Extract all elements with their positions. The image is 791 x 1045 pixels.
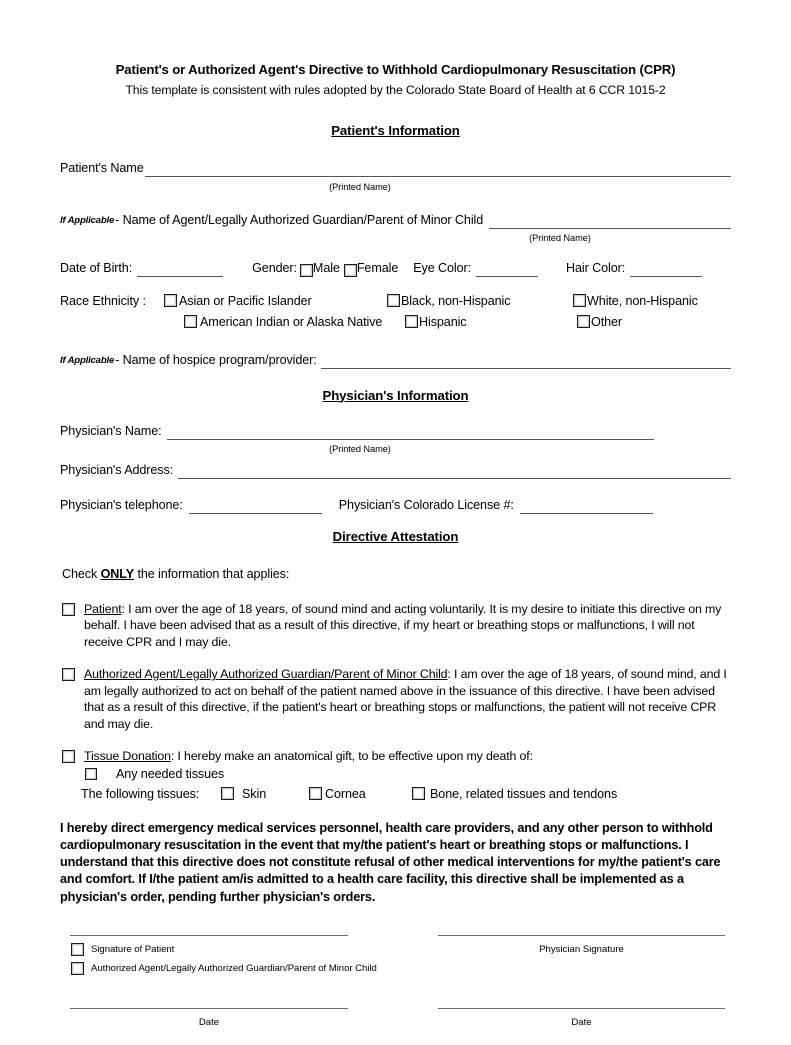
physician-license-label: Physician's Colorado License #: — [338, 497, 514, 512]
document-subtitle: This template is consistent with rules adopted by the Colorado State Board of Health at 6 CCR 1015-2 — [125, 82, 666, 97]
attestation-item-patient-label: Patient — [84, 601, 122, 616]
checkbox-signature-authorized-agent[interactable] — [71, 962, 84, 975]
attestation-item-authorized-agent — [60, 666, 731, 732]
instruction-pre-text: Check — [62, 566, 101, 581]
physician-address-input[interactable] — [178, 467, 731, 479]
attestation-item-tissue-donation-text — [84, 748, 533, 765]
patient-signature-line[interactable] — [70, 935, 348, 936]
document-title: Patient's or Authorized Agent's Directive to Withhold Cardiopulmonary Resuscitation (CPR) — [115, 62, 676, 77]
physician-telephone-input[interactable] — [189, 502, 322, 514]
directive-attestation-heading: Directive Attestation — [332, 528, 459, 544]
checkbox-attestation-authorized-agent[interactable] — [62, 668, 75, 681]
attestation-item-authorized-agent-text — [84, 666, 731, 732]
physician-date-line[interactable] — [438, 1008, 725, 1009]
attestation-item-authorized-agent-label: Authorized Agent/Legally Authorized Guardian/Parent of Minor Child — [84, 667, 448, 681]
instruction-post-text: the information that applies: — [134, 566, 290, 581]
directive-bold-paragraph: I hereby direct emergency medical services personnel, health care providers, and any other person to withhold cardiopulmonary resuscitation in the event that my/the patient's heart or breathing stops or malfunctions. I understand that this directive does not constitute refusal of other medical interventions for my/the patient's care and comfort. If I/the patient am/is admitted to a health care facility, this directive shall be implemented as a physician's order, pending further physician's orders. — [60, 820, 721, 904]
gender-male-label: Male — [312, 260, 340, 275]
physician-name-row — [60, 423, 731, 440]
patient-signature-label: Signature of Patient — [91, 943, 175, 955]
patient-information-heading: Patient's Information — [331, 122, 460, 138]
attestation-item-patient — [60, 601, 731, 651]
physician-date-label: Date — [571, 1016, 592, 1028]
checkbox-attestation-patient[interactable] — [62, 603, 75, 616]
race-option-label-0: Asian or Pacific Islander — [179, 293, 312, 308]
checkbox-race-white-non-hispanic[interactable] — [573, 294, 586, 307]
attestation-item-tissue-donation-label: Tissue Donation — [84, 749, 171, 763]
hospice-label: - Name of hospice program/provider: — [115, 352, 317, 367]
hair-color-input[interactable] — [630, 265, 702, 277]
checkbox-gender-male[interactable] — [300, 264, 313, 277]
race-option-label-5: Other — [591, 314, 622, 329]
race-option-label-2: Black, non-Hispanic — [401, 293, 511, 308]
checkbox-attestation-tissue-donation[interactable] — [62, 750, 75, 763]
race-option-label-4: White, non-Hispanic — [587, 293, 698, 308]
tissue-any-needed-label: Any needed tissues — [116, 766, 225, 781]
physician-name-input[interactable] — [167, 428, 654, 440]
agent-signature-label: Authorized Agent/Legally Authorized Guardian/Parent of Minor Child — [91, 962, 377, 974]
physician-license-input[interactable] — [520, 502, 653, 514]
physician-information-heading: Physician's Information — [322, 387, 469, 403]
checkbox-tissue-skin[interactable] — [221, 787, 234, 800]
physician-signature-label: Physician Signature — [539, 943, 624, 955]
gender-label: Gender: — [252, 260, 297, 275]
checkbox-signature-patient[interactable] — [71, 943, 84, 956]
tissue-options-block — [60, 766, 731, 806]
race-option-label-3: Hispanic — [419, 314, 467, 329]
instruction-only-emphasis: ONLY — [100, 566, 135, 581]
attestation-item-patient-text — [84, 601, 731, 651]
signature-block — [60, 935, 731, 1045]
race-ethnicity-label: Race Ethnicity : — [60, 293, 146, 308]
physician-name-label: Physician's Name: — [60, 423, 162, 438]
demographics-row — [60, 260, 731, 277]
hair-color-label: Hair Color: — [566, 260, 626, 275]
hospice-if-applicable-label: If Applicable — [60, 354, 115, 366]
checkbox-tissue-any-needed[interactable] — [85, 768, 97, 780]
tissue-option-label-2: Bone, related tissues and tendons — [430, 786, 618, 801]
checkbox-race-american-indian-alaska-native[interactable] — [184, 315, 197, 328]
checkbox-gender-female[interactable] — [344, 264, 357, 277]
physician-printed-name-caption: (Printed Name) — [329, 443, 391, 454]
tissue-option-label-1: Cornea — [325, 786, 366, 801]
attestation-instruction — [60, 566, 731, 583]
agent-name-input[interactable] — [489, 217, 731, 229]
patient-printed-name-caption: (Printed Name) — [329, 181, 391, 192]
checkbox-race-other[interactable] — [577, 315, 590, 328]
attestation-item-authorized-agent-body: : I am over the age of 18 years, of sound mind, and I am legally authorized to act on behalf of the patient named above in the issuance of this directive. I have been advised that as a result of this directive, if the patient's heart or breathing stops or malfunctions, the patient will not receive CPR and may die. — [84, 667, 727, 731]
hospice-input[interactable] — [321, 357, 731, 369]
race-option-label-1: American Indian or Alaska Native — [200, 314, 383, 329]
physician-contact-row — [60, 497, 731, 514]
gender-female-label: Female — [356, 260, 399, 275]
agent-if-applicable-label: If Applicable — [60, 214, 115, 226]
physician-signature-line[interactable] — [438, 935, 725, 936]
checkbox-race-asian-pacific-islander[interactable] — [164, 294, 177, 307]
dob-input[interactable] — [137, 265, 223, 277]
attestation-item-tissue-donation-body: : I hereby make an anatomical gift, to be effective upon my death of: — [170, 749, 533, 763]
physician-telephone-label: Physician's telephone: — [60, 497, 183, 512]
tissue-following-label: The following tissues: — [81, 786, 200, 801]
agent-name-label: - Name of Agent/Legally Authorized Guardian/Parent of Minor Child — [115, 212, 484, 227]
patient-name-row — [60, 160, 731, 177]
checkbox-race-hispanic[interactable] — [405, 315, 418, 328]
race-ethnicity-block — [60, 293, 731, 335]
attestation-item-patient-body: : I am over the age of 18 years, of sound mind and acting voluntarily. It is my desire to initiate this directive on my behalf. I have been advised that as a result of this directive, if my heart or breathing stops or malfunctions, I will not receive CPR and I may die. — [84, 601, 722, 649]
hospice-row — [60, 352, 731, 369]
patient-name-input[interactable] — [145, 165, 731, 177]
physician-address-label: Physician's Address: — [60, 462, 174, 477]
patient-name-label: Patient's Name — [60, 160, 144, 175]
eye-color-input[interactable] — [476, 265, 538, 277]
checkbox-tissue-cornea[interactable] — [309, 787, 322, 800]
agent-name-row — [60, 212, 731, 229]
patient-date-label: Date — [198, 1016, 220, 1028]
attestation-item-tissue-donation — [60, 748, 731, 765]
physician-address-row — [60, 462, 731, 479]
agent-printed-name-caption: (Printed Name) — [529, 232, 591, 243]
dob-label: Date of Birth: — [60, 260, 133, 275]
patient-date-line[interactable] — [70, 1008, 348, 1009]
tissue-option-label-0: Skin — [242, 786, 267, 801]
eye-color-label: Eye Color: — [413, 260, 472, 275]
checkbox-tissue-bone[interactable] — [412, 787, 425, 800]
checkbox-race-black-non-hispanic[interactable] — [387, 294, 400, 307]
